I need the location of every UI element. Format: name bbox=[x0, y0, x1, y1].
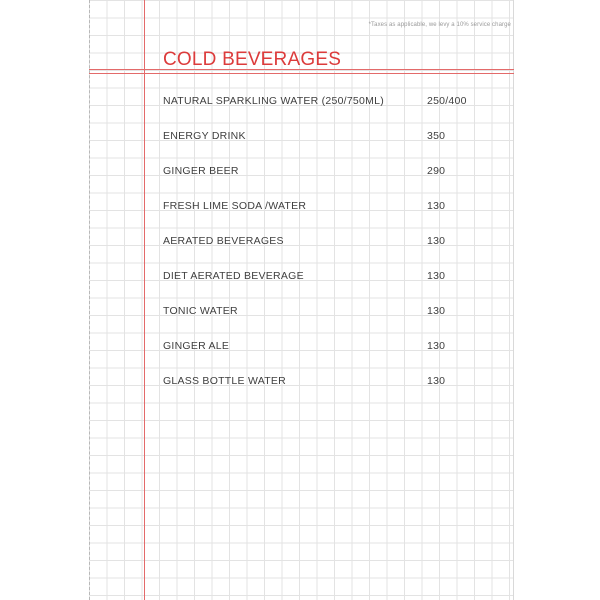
menu-list bbox=[163, 94, 493, 409]
menu-item-price: 130 bbox=[427, 375, 446, 387]
right-page-border bbox=[513, 0, 514, 600]
menu-item-name: TONIC WATER bbox=[163, 305, 238, 317]
menu-item-name: GINGER BEER bbox=[163, 165, 239, 177]
menu-item bbox=[163, 234, 493, 269]
menu-item-price: 130 bbox=[427, 200, 446, 212]
menu-item-price: 130 bbox=[427, 270, 446, 282]
menu-item bbox=[163, 129, 493, 164]
left-dashed-border bbox=[89, 0, 90, 600]
menu-item-price: 130 bbox=[427, 305, 446, 317]
menu-item-name: FRESH LIME SODA /WATER bbox=[163, 200, 307, 212]
menu-item-name: GLASS BOTTLE WATER bbox=[163, 375, 286, 387]
menu-item bbox=[163, 94, 493, 129]
menu-item-price: 130 bbox=[427, 340, 446, 352]
menu-item bbox=[163, 164, 493, 199]
header-red-line-bottom bbox=[89, 73, 514, 74]
menu-item-price: 130 bbox=[427, 235, 446, 247]
menu-item-name: ENERGY DRINK bbox=[163, 130, 246, 142]
menu-item-price: 290 bbox=[427, 165, 446, 177]
menu-item-name: GINGER ALE bbox=[163, 340, 230, 352]
menu-item-name: AERATED BEVERAGES bbox=[163, 235, 284, 247]
menu-item-price: 250/400 bbox=[427, 95, 467, 107]
menu-item-name: NATURAL SPARKLING WATER (250/750ML) bbox=[163, 95, 384, 107]
menu-item bbox=[163, 304, 493, 339]
menu-item bbox=[163, 339, 493, 374]
menu-item-name: DIET AERATED BEVERAGE bbox=[163, 270, 304, 282]
red-margin-line bbox=[144, 0, 145, 600]
section-title: COLD BEVERAGES bbox=[163, 49, 342, 70]
menu-item bbox=[163, 374, 493, 409]
menu-item bbox=[163, 199, 493, 234]
menu-item bbox=[163, 269, 493, 304]
menu-item-price: 350 bbox=[427, 130, 446, 142]
tax-note: *Taxes as applicable, we levy a 10% service charge bbox=[368, 22, 511, 28]
